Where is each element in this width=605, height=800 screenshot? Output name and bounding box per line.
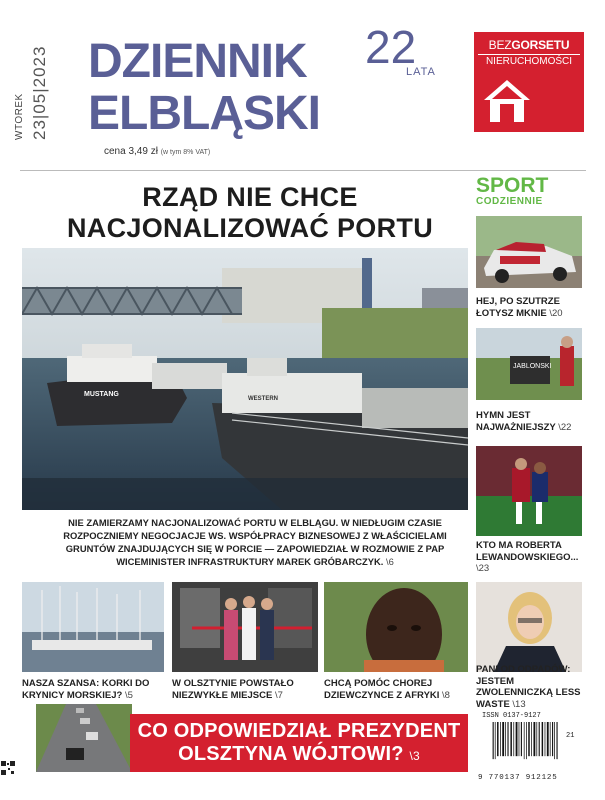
ean-number: 9 770137 912125 [478, 774, 558, 782]
ad-brand [478, 38, 580, 52]
bottom-caption-1-text: NASZA SZANSA: KORKI DO KRYNICY MORSKIEJ? [22, 678, 150, 701]
sport-caption-2[interactable] [476, 410, 586, 433]
banner-text-main: CO ODPOWIEDZIAŁ PREZYDENT OLSZTYNA WÓJTOWI? [137, 720, 461, 765]
main-photo-port[interactable] [22, 248, 468, 510]
sport-caption-2-page: \22 [558, 421, 572, 433]
main-headline[interactable]: RZĄD NIE CHCE NACJONALIZOWAĆ PORTU [67, 182, 433, 243]
ad-bez-gorsetu[interactable] [474, 32, 584, 132]
banner-page: \3 [409, 749, 420, 763]
issn: ISSN 0137-9127 [482, 712, 541, 720]
ad-brand-part2: GORSETU [511, 38, 570, 52]
banner-text [130, 720, 468, 768]
sport-caption-1[interactable] [476, 296, 586, 319]
bottom-caption-1-page: \5 [124, 689, 133, 701]
bottom-caption-4-page: \13 [512, 698, 526, 710]
price [104, 146, 210, 157]
bottom-caption-4-text: PANI OD ODPADÓW: JESTEM ZWOLENNICZKĄ LESS WASTE [476, 664, 581, 710]
masthead-line-1: DZIENNIK [88, 35, 307, 88]
rally-car-illustration [476, 216, 582, 288]
divider-line [20, 170, 586, 171]
qr-icon [0, 760, 16, 776]
sport-photo-anthem[interactable] [476, 328, 582, 400]
banner-photo-cars[interactable] [36, 704, 132, 772]
house-icon [482, 78, 532, 124]
ad-subtitle: NIERUCHOMOŚCI [478, 54, 580, 67]
main-lead[interactable] [60, 516, 450, 568]
cars-illustration [36, 704, 132, 772]
sport-title: SPORT [476, 174, 549, 197]
banner-headline[interactable] [130, 714, 468, 772]
weekday-label: WTOREK [14, 93, 25, 140]
issue-number: 21 [566, 732, 575, 740]
bottom-caption-2[interactable] [172, 678, 322, 701]
issue-date [14, 42, 54, 142]
ribbon-illustration [172, 582, 318, 672]
masthead-logo [88, 21, 448, 148]
boat1-name: MUSTANG [84, 391, 119, 398]
sport-photo-football[interactable] [476, 446, 582, 536]
sport-caption-1-text: HEJ, PO SZUTRZE ŁOTYSZ MKNIE [476, 296, 560, 319]
ad-brand-part1: BEZ [488, 38, 512, 52]
bottom-caption-2-page: \7 [274, 689, 283, 701]
girl-illustration [324, 582, 468, 672]
bottom-caption-3[interactable] [324, 678, 474, 701]
sign-text: JABLONSKI [513, 363, 552, 370]
anthem-illustration [476, 328, 582, 400]
football-illustration [476, 446, 582, 536]
price-label: cena 3,49 zł [104, 146, 158, 157]
sport-caption-3-page: \23 [476, 563, 490, 574]
masthead-line-2: ELBLĄSKI [88, 87, 320, 140]
port-illustration [22, 248, 468, 510]
bottom-caption-3-page: \8 [442, 689, 450, 701]
barcode [476, 722, 582, 774]
main-lead-text: NIE ZAMIERZAMY NACJONALIZOWAĆ PORTU W ELBLĄGU. W NIEDŁUGIM CZASIE ROZPOCZNIEMY NEGOCJACJE WS. WSPÓŁPRACY BIZNESOWEJ Z WŁAŚCICIELAMI GRUNTÓW ZNAJDUJĄCYCH SIĘ W PORCIE — ZAPOWIEDZIAŁ W ROZMOWIE Z PAP WICEMINISTER INFRASTRUKTURY MAREK GRÓBARCZYK. [63, 517, 447, 567]
photo-girl-africa[interactable] [324, 582, 468, 672]
sport-caption-3-text: KTO MA ROBERTA LEWANDOWSKIEGO... [476, 540, 579, 563]
bottom-caption-2-text: W OLSZTYNIE POWSTAŁO NIEZWYKŁE MIEJSCE [172, 678, 294, 701]
photo-ribbon-cutting[interactable] [172, 582, 318, 672]
boat2-name: WESTERN [248, 396, 278, 402]
sport-caption-1-page: \20 [549, 307, 563, 319]
main-lead-page: \6 [385, 556, 394, 567]
anniversary-word: LATA [406, 66, 436, 78]
woman-illustration [476, 582, 582, 672]
photo-marina[interactable] [22, 582, 164, 672]
bottom-caption-3-text: CHCĄ POMÓC CHOREJ DZIEWCZYNCE Z AFRYKI [324, 678, 440, 701]
bottom-caption-4[interactable] [476, 664, 588, 710]
marina-illustration [22, 582, 164, 672]
date-label: 23|05|2023 [30, 45, 49, 140]
sport-photo-rally[interactable] [476, 216, 582, 288]
sport-caption-2-text: HYMN JEST NAJWAŻNIEJSZY [476, 410, 556, 433]
sport-caption-3[interactable] [476, 540, 586, 575]
photo-waste-woman[interactable] [476, 582, 582, 672]
price-vat: (w tym 8% VAT) [160, 149, 211, 156]
sport-subtitle: CODZIENNIE [476, 196, 543, 207]
bottom-caption-1[interactable] [22, 678, 172, 701]
anniversary-number: 22 [365, 21, 417, 73]
